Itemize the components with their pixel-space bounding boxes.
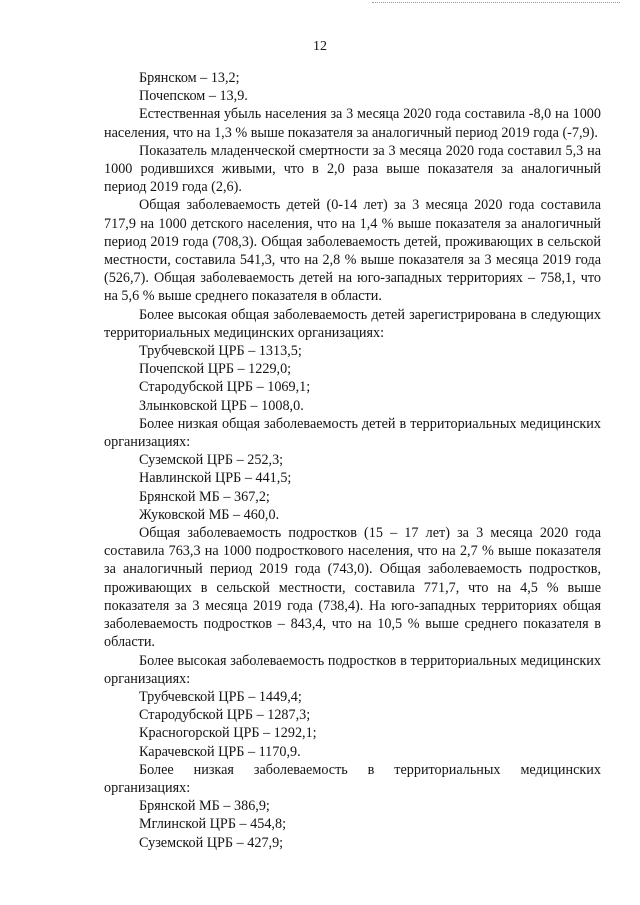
list-item: Навлинской ЦРБ – 441,5; bbox=[139, 470, 292, 487]
list-item: Суземской ЦРБ – 427,9; bbox=[139, 834, 284, 851]
list-item: Трубчевской ЦРБ – 1449,4; bbox=[139, 688, 302, 705]
list-item: Брянском – 13,2; bbox=[139, 70, 240, 86]
list-item: Суземской ЦРБ – 252,3; bbox=[139, 452, 284, 469]
list-item: Брянской МБ – 386,9; bbox=[139, 798, 270, 815]
list-item: Красногорской ЦРБ – 1292,1; bbox=[139, 725, 317, 742]
list-item: Брянской МБ – 367,2; bbox=[139, 488, 270, 505]
list-item: Карачевской ЦРБ – 1170,9. bbox=[139, 743, 301, 760]
paragraph: Более высокая общая заболеваемость детей зарегистрирована в следующих территориальных медицинских организациях: bbox=[104, 306, 601, 341]
paragraph: Более низкая заболеваемость в территориальных медицинских организациях: bbox=[104, 761, 601, 796]
paragraph: Общая заболеваемость подростков (15 – 17 лет) за 3 месяца 2020 года составила 763,3 на 1000 подросткового населения, что на 2,7 % выше показателя за аналогичный период 2019 года (743,0). Общая заболеваемость подростков, проживающих в сельской местности, составила 771,7, что на 4,5 % выше показателя за 3 месяца 2019 года (738,4). На юго-западных территориях общая заболеваемость подростков – 843,4, что на 10,5 % выше среднего показателя в области. bbox=[104, 525, 601, 651]
top-rule bbox=[372, 2, 620, 3]
page-number: 12 bbox=[313, 39, 327, 54]
list-item: Стародубской ЦРБ – 1069,1; bbox=[139, 379, 311, 396]
paragraph: Более высокая заболеваемость подростков в территориальных медицинских организациях: bbox=[104, 652, 601, 687]
paragraph: Более низкая общая заболеваемость детей в территориальных медицинских организациях: bbox=[104, 415, 601, 451]
paragraph: Естественная убыль населения за 3 месяца 2020 года составила -8,0 на 1000 населения, что на 1,3 % выше показателя за аналогичный период 2019 года (-7,9). bbox=[104, 106, 601, 141]
paragraph: Показатель младенческой смертности за 3 месяца 2020 года составил 5,3 на 1000 родившихся живыми, что в 2,0 раза выше показателя за аналогичный период 2019 года (2,6). bbox=[104, 142, 601, 196]
list-item: Жуковской МБ – 460,0. bbox=[139, 506, 280, 523]
list-item: Стародубской ЦРБ – 1287,3; bbox=[139, 707, 311, 724]
list-item: Почепской ЦРБ – 1229,0; bbox=[139, 361, 292, 378]
list-item: Злынковской ЦРБ – 1008,0. bbox=[139, 397, 304, 414]
list-item: Трубчевской ЦРБ – 1313,5; bbox=[139, 343, 302, 360]
document-body bbox=[104, 69, 601, 852]
paragraph: Общая заболеваемость детей (0-14 лет) за 3 месяца 2020 года составила 717,9 на 1000 детского населения, что на 1,4 % выше показателя за аналогичный период 2019 года (708,3). Общая заболеваемость детей, проживающих в сельской местности, составила 541,3, что на 2,8 % выше показателя за 3 месяца 2019 года (526,7). Общая заболеваемость детей на юго-западных территориях – 758,1, что на 5,6 % выше среднего показателя в области. bbox=[104, 197, 601, 305]
list-item: Почепском – 13,9. bbox=[139, 88, 248, 105]
list-item: Мглинской ЦРБ – 454,8; bbox=[139, 816, 287, 833]
